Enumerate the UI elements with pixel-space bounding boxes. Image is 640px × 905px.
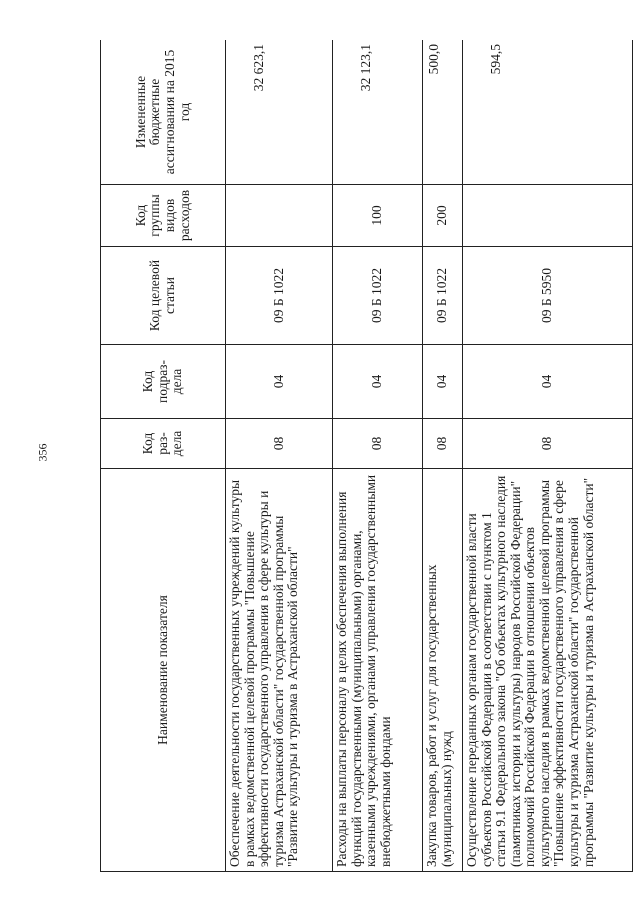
- header-section-code: Код раз-дела: [101, 419, 226, 469]
- row-group: 100: [333, 185, 423, 247]
- row-target: 09 Б 1022: [333, 247, 423, 345]
- row-section: 08: [333, 419, 423, 469]
- budget-table-container: [100, 40, 596, 872]
- row-name: Закупка товаров, работ и услуг для государственных (муниципальных) нужд: [423, 469, 463, 872]
- table-row: [423, 40, 463, 872]
- row-section: 08: [463, 419, 633, 469]
- row-subsection: 04: [463, 345, 633, 419]
- header-expense-group-code: Код группы видов расходов: [101, 185, 226, 247]
- row-target: 09 Б 1022: [423, 247, 463, 345]
- row-amount: 500,0: [423, 40, 463, 185]
- row-subsection: 04: [333, 345, 423, 419]
- table-row: [333, 40, 423, 872]
- row-subsection: 04: [226, 345, 333, 419]
- header-budget-amount: Измененные бюджетные ассигнования на 2015 год: [101, 40, 226, 185]
- row-group: 200: [423, 185, 463, 247]
- row-subsection: 04: [423, 345, 463, 419]
- row-amount: 32 623,1: [226, 40, 333, 185]
- row-name: Обеспечение деятельности государственных учреждений культуры в рамках ведомственной целевой программы "Повышение эффективности государственного управления в сфере культуры и туризма Астраханской области" государственной программы "Развитие культуры и туризма в Астраханской области": [226, 469, 333, 872]
- row-amount: 32 123,1: [333, 40, 423, 185]
- row-name: Осуществление переданных органам государственной власти субъектов Российской Федерации в соответствии с пунктом 1 статьи 9.1 Федерального закона "Об объектах культурного наследия (памятниках истории и культуры) народов Российской Федерации" полномочий Российской Федерации в отношении объектов культурного наследия в рамках ведомственной целевой программы "Повышение эффективности государственного управления в сфере культуры и туризма Астраханской области" государственной программы "Развитие культуры и туризма в Астраханской области": [463, 469, 633, 872]
- budget-table: [100, 40, 633, 872]
- row-group: [463, 185, 633, 247]
- header-target-article-code: Код целевой статьи: [101, 247, 226, 345]
- header-indicator-name: Наименование показателя: [101, 469, 226, 872]
- row-section: 08: [226, 419, 333, 469]
- row-target: 09 Б 1022: [226, 247, 333, 345]
- table-row: [226, 40, 333, 872]
- page-number: 356: [35, 443, 50, 462]
- table-header-row: [101, 40, 226, 872]
- row-amount: 594,5: [463, 40, 633, 185]
- row-target: 09 Б 5950: [463, 247, 633, 345]
- rotated-page-area: [100, 40, 640, 872]
- row-group: [226, 185, 333, 247]
- row-section: 08: [423, 419, 463, 469]
- row-name: Расходы на выплаты персоналу в целях обеспечения выполнения функций государственными (муниципальными) органами, казенными учреждениями, органами управления государственными внебюджетными фондами: [333, 469, 423, 872]
- table-row: [463, 40, 633, 872]
- header-subsection-code: Код подраз-дела: [101, 345, 226, 419]
